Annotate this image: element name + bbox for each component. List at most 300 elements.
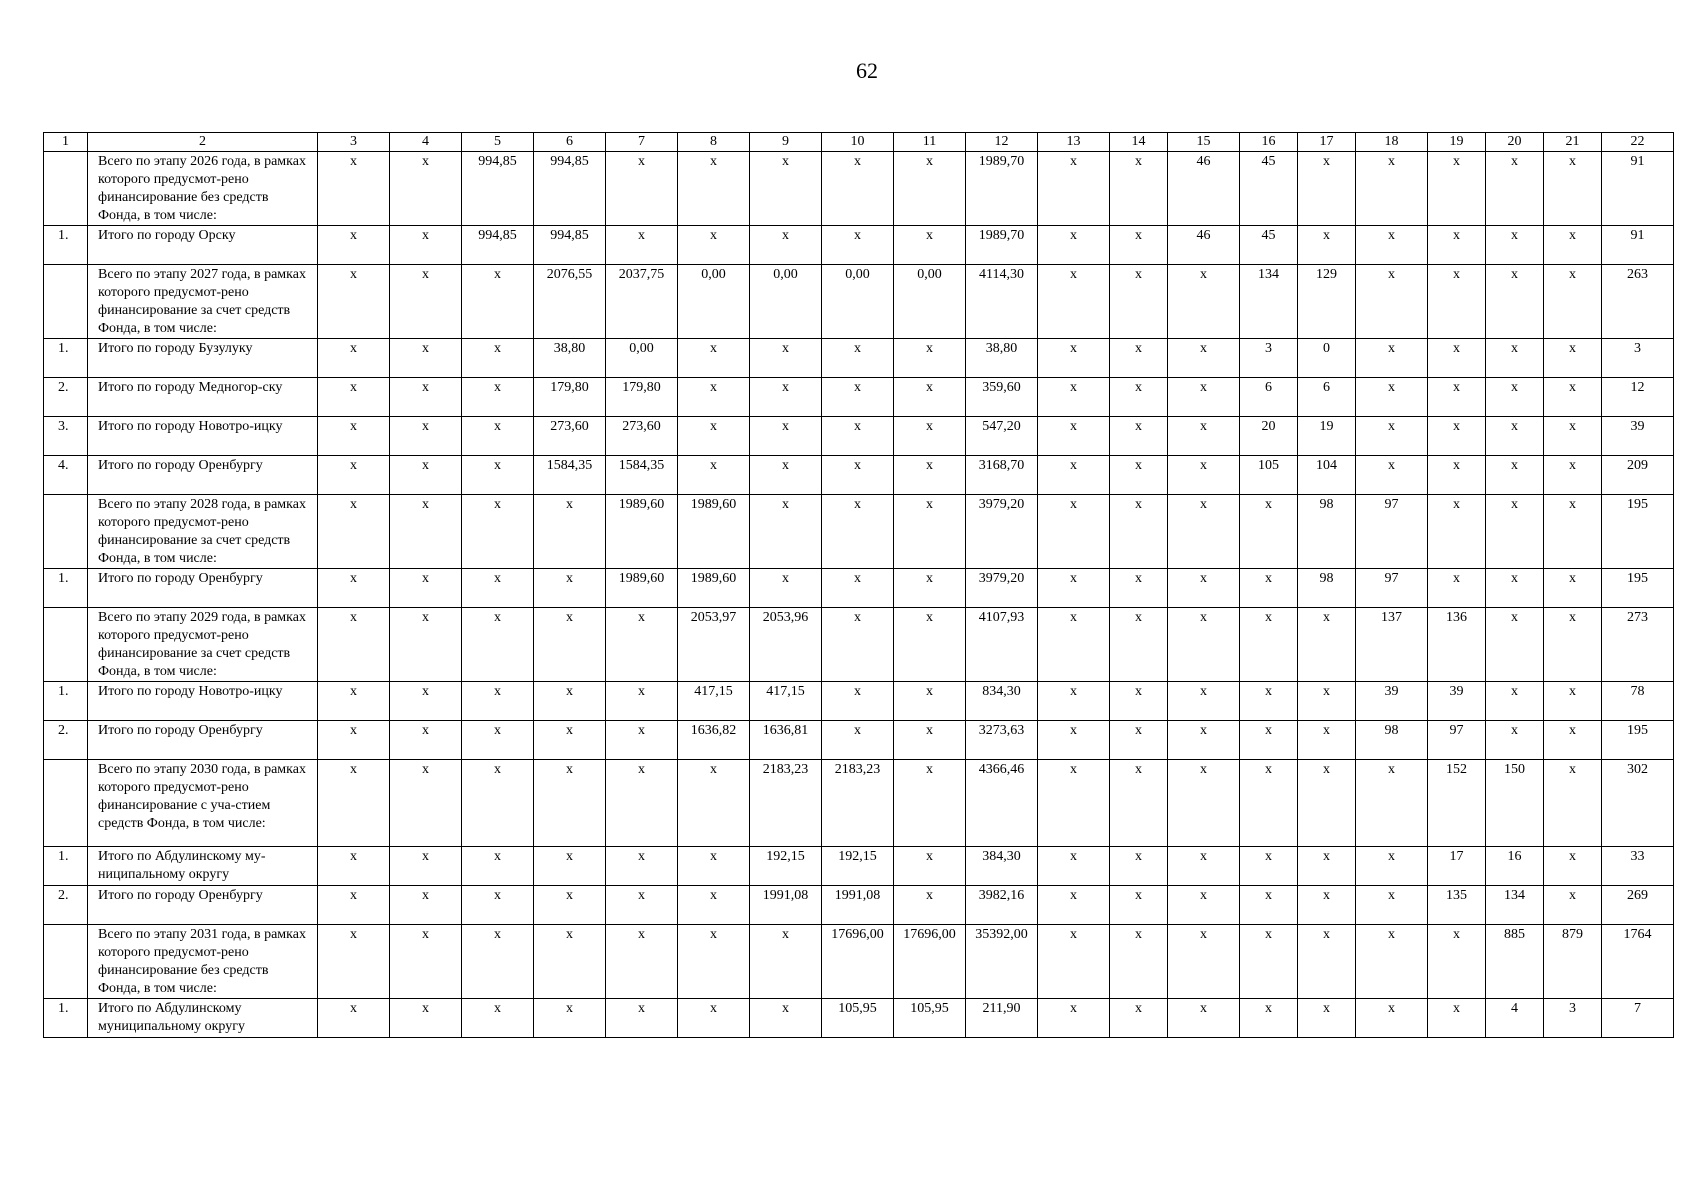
table-cell: x bbox=[1486, 339, 1544, 378]
table-cell: 302 bbox=[1602, 760, 1674, 847]
table-cell: 209 bbox=[1602, 456, 1674, 495]
table-cell: x bbox=[822, 456, 894, 495]
row-label: Итого по Абдулинскому му-ниципальному округу bbox=[88, 847, 318, 886]
table-cell: x bbox=[390, 886, 462, 925]
table-cell: x bbox=[1168, 378, 1240, 417]
table-cell: 269 bbox=[1602, 886, 1674, 925]
table-cell: x bbox=[390, 265, 462, 339]
table-cell: x bbox=[894, 456, 966, 495]
table-cell: x bbox=[1038, 265, 1110, 339]
table-cell: x bbox=[750, 999, 822, 1038]
table-cell: x bbox=[1356, 925, 1428, 999]
table-cell: x bbox=[318, 339, 390, 378]
table-cell: 19 bbox=[1298, 417, 1356, 456]
table-cell: 1989,60 bbox=[606, 495, 678, 569]
table-cell: x bbox=[1168, 569, 1240, 608]
row-number bbox=[44, 265, 88, 339]
table-cell: x bbox=[1544, 417, 1602, 456]
table-cell: 105,95 bbox=[894, 999, 966, 1038]
table-cell: x bbox=[1428, 378, 1486, 417]
row-label: Итого по городу Новотро-ицку bbox=[88, 417, 318, 456]
table-cell: x bbox=[390, 608, 462, 682]
table-cell: x bbox=[318, 925, 390, 999]
table-cell: 1584,35 bbox=[606, 456, 678, 495]
table-cell: 0,00 bbox=[894, 265, 966, 339]
table-cell: x bbox=[1428, 226, 1486, 265]
table-cell: x bbox=[678, 925, 750, 999]
table-cell: 0,00 bbox=[750, 265, 822, 339]
table-cell: x bbox=[894, 417, 966, 456]
table-cell: 195 bbox=[1602, 495, 1674, 569]
column-header: 21 bbox=[1544, 133, 1602, 152]
table-cell: 150 bbox=[1486, 760, 1544, 847]
table-cell: 1764 bbox=[1602, 925, 1674, 999]
table-cell: x bbox=[1298, 721, 1356, 760]
table-cell: 135 bbox=[1428, 886, 1486, 925]
table-cell: x bbox=[462, 999, 534, 1038]
table-row bbox=[44, 378, 1674, 417]
row-number bbox=[44, 608, 88, 682]
table-cell: 211,90 bbox=[966, 999, 1038, 1038]
table-cell: x bbox=[1544, 456, 1602, 495]
table-cell: x bbox=[606, 226, 678, 265]
table-cell: 39 bbox=[1602, 417, 1674, 456]
table-cell: 39 bbox=[1428, 682, 1486, 721]
table-cell: x bbox=[894, 495, 966, 569]
table-cell: x bbox=[534, 495, 606, 569]
table-cell: 1991,08 bbox=[750, 886, 822, 925]
table-cell: x bbox=[1240, 999, 1298, 1038]
table-cell: x bbox=[1428, 569, 1486, 608]
table-cell: x bbox=[318, 999, 390, 1038]
column-header: 19 bbox=[1428, 133, 1486, 152]
table-cell: x bbox=[1428, 456, 1486, 495]
table-cell: 6 bbox=[1298, 378, 1356, 417]
table-cell: 35392,00 bbox=[966, 925, 1038, 999]
column-header: 5 bbox=[462, 133, 534, 152]
table-cell: x bbox=[1110, 760, 1168, 847]
table-cell: x bbox=[318, 760, 390, 847]
table-cell: 33 bbox=[1602, 847, 1674, 886]
table-cell: 273,60 bbox=[534, 417, 606, 456]
table-cell: x bbox=[894, 378, 966, 417]
table-cell: x bbox=[1038, 152, 1110, 226]
table-cell: x bbox=[390, 999, 462, 1038]
table-cell: x bbox=[1038, 682, 1110, 721]
table-cell: 3 bbox=[1240, 339, 1298, 378]
table-cell: x bbox=[678, 456, 750, 495]
table-cell: x bbox=[1544, 265, 1602, 339]
column-header: 13 bbox=[1038, 133, 1110, 152]
row-label: Итого по городу Орску bbox=[88, 226, 318, 265]
table-cell: 134 bbox=[1240, 265, 1298, 339]
table-cell: x bbox=[822, 682, 894, 721]
data-table bbox=[43, 132, 1674, 1038]
table-cell: 17696,00 bbox=[894, 925, 966, 999]
row-label: Итого по городу Медногор-ску bbox=[88, 378, 318, 417]
table-cell: 547,20 bbox=[966, 417, 1038, 456]
table-cell: x bbox=[1038, 999, 1110, 1038]
header-row bbox=[44, 133, 1674, 152]
row-label: Итого по городу Бузулуку bbox=[88, 339, 318, 378]
table-cell: 195 bbox=[1602, 569, 1674, 608]
table-cell: 20 bbox=[1240, 417, 1298, 456]
table-cell: 994,85 bbox=[462, 226, 534, 265]
row-label: Всего по этапу 2028 года, в рамках которого предусмот-рено финансирование за счет средств Фонда, в том числе: bbox=[88, 495, 318, 569]
table-cell: x bbox=[678, 760, 750, 847]
table-cell: x bbox=[462, 682, 534, 721]
row-number: 4. bbox=[44, 456, 88, 495]
table-cell: x bbox=[678, 999, 750, 1038]
table-cell: x bbox=[822, 152, 894, 226]
column-header: 20 bbox=[1486, 133, 1544, 152]
column-header: 16 bbox=[1240, 133, 1298, 152]
table-cell: x bbox=[1240, 495, 1298, 569]
table-cell: x bbox=[318, 265, 390, 339]
row-label: Итого по городу Оренбургу bbox=[88, 721, 318, 760]
table-row bbox=[44, 886, 1674, 925]
table-cell: x bbox=[1356, 760, 1428, 847]
table-cell: 97 bbox=[1428, 721, 1486, 760]
table-cell: x bbox=[1428, 265, 1486, 339]
table-cell: x bbox=[1544, 378, 1602, 417]
table-cell: 98 bbox=[1356, 721, 1428, 760]
table-cell: 129 bbox=[1298, 265, 1356, 339]
table-cell: x bbox=[1038, 569, 1110, 608]
table-cell: x bbox=[1486, 456, 1544, 495]
table-cell: x bbox=[462, 847, 534, 886]
table-cell: 152 bbox=[1428, 760, 1486, 847]
row-label: Всего по этапу 2027 года, в рамках которого предусмот-рено финансирование за счет средств Фонда, в том числе: bbox=[88, 265, 318, 339]
table-cell: x bbox=[894, 760, 966, 847]
table-cell: x bbox=[1298, 886, 1356, 925]
table-cell: 3982,16 bbox=[966, 886, 1038, 925]
table-cell: x bbox=[1240, 721, 1298, 760]
table-cell: x bbox=[606, 925, 678, 999]
table-cell: 2037,75 bbox=[606, 265, 678, 339]
table-cell: x bbox=[534, 569, 606, 608]
table-cell: 38,80 bbox=[534, 339, 606, 378]
table-cell: x bbox=[750, 226, 822, 265]
table-cell: 1636,82 bbox=[678, 721, 750, 760]
table-cell: x bbox=[1486, 152, 1544, 226]
table-cell: x bbox=[1356, 226, 1428, 265]
table-cell: x bbox=[606, 682, 678, 721]
table-cell: x bbox=[606, 608, 678, 682]
table-cell: 3273,63 bbox=[966, 721, 1038, 760]
table-cell: x bbox=[1298, 847, 1356, 886]
table-cell: x bbox=[894, 682, 966, 721]
table-cell: 6 bbox=[1240, 378, 1298, 417]
table-cell: 78 bbox=[1602, 682, 1674, 721]
total-row bbox=[44, 265, 1674, 339]
table-cell: x bbox=[1110, 886, 1168, 925]
table-cell: 2183,23 bbox=[750, 760, 822, 847]
table-cell: x bbox=[1544, 682, 1602, 721]
table-cell: x bbox=[462, 265, 534, 339]
table-cell: x bbox=[1110, 265, 1168, 339]
column-header: 6 bbox=[534, 133, 606, 152]
table-cell: x bbox=[1240, 925, 1298, 999]
table-cell: x bbox=[390, 339, 462, 378]
table-cell: x bbox=[894, 152, 966, 226]
table-cell: x bbox=[822, 495, 894, 569]
table-cell: x bbox=[894, 226, 966, 265]
table-cell: x bbox=[606, 760, 678, 847]
table-cell: 136 bbox=[1428, 608, 1486, 682]
table-cell: x bbox=[1038, 378, 1110, 417]
table-cell: 17 bbox=[1428, 847, 1486, 886]
row-number: 1. bbox=[44, 847, 88, 886]
table-cell: x bbox=[1356, 265, 1428, 339]
table-cell: x bbox=[318, 417, 390, 456]
table-cell: x bbox=[1168, 847, 1240, 886]
table-cell: x bbox=[1110, 339, 1168, 378]
table-cell: 2053,97 bbox=[678, 608, 750, 682]
table-cell: x bbox=[390, 847, 462, 886]
table-row bbox=[44, 226, 1674, 265]
table-cell: x bbox=[1168, 456, 1240, 495]
table-cell: x bbox=[1544, 152, 1602, 226]
column-header: 4 bbox=[390, 133, 462, 152]
table-cell: 195 bbox=[1602, 721, 1674, 760]
row-number: 2. bbox=[44, 721, 88, 760]
table-cell: x bbox=[1168, 495, 1240, 569]
table-cell: x bbox=[462, 495, 534, 569]
table-cell: x bbox=[534, 925, 606, 999]
table-cell: x bbox=[1110, 569, 1168, 608]
table-cell: x bbox=[1298, 152, 1356, 226]
table-cell: x bbox=[1038, 339, 1110, 378]
table-cell: x bbox=[678, 847, 750, 886]
table-cell: x bbox=[894, 608, 966, 682]
table-cell: x bbox=[1038, 886, 1110, 925]
column-header: 15 bbox=[1168, 133, 1240, 152]
table-cell: x bbox=[1240, 608, 1298, 682]
column-header: 22 bbox=[1602, 133, 1674, 152]
table-cell: x bbox=[1110, 721, 1168, 760]
table-cell: x bbox=[822, 608, 894, 682]
table-cell: x bbox=[894, 339, 966, 378]
table-cell: x bbox=[750, 152, 822, 226]
table-cell: 179,80 bbox=[534, 378, 606, 417]
table-cell: x bbox=[318, 721, 390, 760]
row-number: 1. bbox=[44, 569, 88, 608]
table-cell: x bbox=[1168, 265, 1240, 339]
table-cell: x bbox=[1298, 925, 1356, 999]
table-cell: x bbox=[462, 417, 534, 456]
table-cell: x bbox=[1298, 999, 1356, 1038]
table-cell: x bbox=[1038, 608, 1110, 682]
row-label: Итого по городу Оренбургу bbox=[88, 886, 318, 925]
table-cell: x bbox=[1428, 495, 1486, 569]
table-cell: x bbox=[606, 721, 678, 760]
table-cell: x bbox=[1486, 721, 1544, 760]
table-cell: 3979,20 bbox=[966, 569, 1038, 608]
table-cell: x bbox=[1168, 925, 1240, 999]
table-cell: 0 bbox=[1298, 339, 1356, 378]
table-cell: x bbox=[1240, 886, 1298, 925]
table-cell: x bbox=[750, 925, 822, 999]
table-cell: x bbox=[678, 417, 750, 456]
row-number bbox=[44, 152, 88, 226]
table-cell: 3 bbox=[1544, 999, 1602, 1038]
table-cell: 994,85 bbox=[534, 152, 606, 226]
table-cell: x bbox=[1356, 152, 1428, 226]
table-row bbox=[44, 999, 1674, 1038]
table-cell: x bbox=[1038, 226, 1110, 265]
table-cell: x bbox=[1428, 152, 1486, 226]
table-cell: x bbox=[606, 999, 678, 1038]
table-cell: x bbox=[462, 569, 534, 608]
table-cell: 7 bbox=[1602, 999, 1674, 1038]
table-cell: 1989,70 bbox=[966, 226, 1038, 265]
table-cell: 263 bbox=[1602, 265, 1674, 339]
total-row bbox=[44, 760, 1674, 847]
table-cell: x bbox=[678, 226, 750, 265]
table-cell: 879 bbox=[1544, 925, 1602, 999]
table-cell: x bbox=[1110, 417, 1168, 456]
table-cell: x bbox=[390, 378, 462, 417]
table-cell: 192,15 bbox=[750, 847, 822, 886]
table-cell: 3168,70 bbox=[966, 456, 1038, 495]
table-cell: x bbox=[1110, 456, 1168, 495]
table-cell: x bbox=[1240, 847, 1298, 886]
table-row bbox=[44, 339, 1674, 378]
table-cell: x bbox=[1356, 456, 1428, 495]
table-cell: 104 bbox=[1298, 456, 1356, 495]
table-cell: x bbox=[1356, 378, 1428, 417]
table-cell: x bbox=[750, 417, 822, 456]
row-number: 1. bbox=[44, 226, 88, 265]
table-cell: x bbox=[1168, 682, 1240, 721]
table-cell: 1636,81 bbox=[750, 721, 822, 760]
table-cell: x bbox=[462, 760, 534, 847]
table-cell: x bbox=[894, 886, 966, 925]
table-cell: x bbox=[1544, 721, 1602, 760]
table-cell: 4114,30 bbox=[966, 265, 1038, 339]
table-cell: x bbox=[1168, 999, 1240, 1038]
row-number bbox=[44, 495, 88, 569]
table-cell: x bbox=[318, 569, 390, 608]
column-header: 7 bbox=[606, 133, 678, 152]
table-cell: x bbox=[1486, 608, 1544, 682]
table-cell: x bbox=[1356, 339, 1428, 378]
table-cell: 17696,00 bbox=[822, 925, 894, 999]
table-cell: 45 bbox=[1240, 152, 1298, 226]
table-cell: 46 bbox=[1168, 152, 1240, 226]
table-cell: 45 bbox=[1240, 226, 1298, 265]
table-cell: x bbox=[1544, 847, 1602, 886]
table-cell: x bbox=[534, 999, 606, 1038]
row-number: 1. bbox=[44, 339, 88, 378]
table-cell: x bbox=[606, 152, 678, 226]
table-cell: x bbox=[822, 378, 894, 417]
table-cell: x bbox=[894, 721, 966, 760]
table-cell: x bbox=[318, 456, 390, 495]
table-cell: 16 bbox=[1486, 847, 1544, 886]
table-cell: x bbox=[1486, 378, 1544, 417]
table-cell: x bbox=[390, 760, 462, 847]
table-row bbox=[44, 847, 1674, 886]
table-cell: x bbox=[318, 608, 390, 682]
table-cell: x bbox=[1038, 417, 1110, 456]
table-cell: x bbox=[318, 152, 390, 226]
table-cell: x bbox=[1544, 339, 1602, 378]
column-header: 1 bbox=[44, 133, 88, 152]
table-cell: 417,15 bbox=[750, 682, 822, 721]
table-cell: x bbox=[534, 847, 606, 886]
table-cell: x bbox=[1110, 152, 1168, 226]
table-cell: 273 bbox=[1602, 608, 1674, 682]
row-number: 1. bbox=[44, 682, 88, 721]
table-cell: 98 bbox=[1298, 495, 1356, 569]
table-cell: x bbox=[822, 226, 894, 265]
column-header: 10 bbox=[822, 133, 894, 152]
row-number bbox=[44, 760, 88, 847]
table-cell: 1991,08 bbox=[822, 886, 894, 925]
table-cell: 2076,55 bbox=[534, 265, 606, 339]
table-cell: x bbox=[1486, 417, 1544, 456]
table-cell: x bbox=[1544, 760, 1602, 847]
table-cell: x bbox=[822, 721, 894, 760]
table-cell: 885 bbox=[1486, 925, 1544, 999]
table-cell: x bbox=[894, 569, 966, 608]
table-cell: x bbox=[1168, 760, 1240, 847]
table-cell: x bbox=[390, 417, 462, 456]
row-label: Всего по этапу 2031 года, в рамках которого предусмот-рено финансирование без средств Фонда, в том числе: bbox=[88, 925, 318, 999]
table-row bbox=[44, 721, 1674, 760]
column-header: 18 bbox=[1356, 133, 1428, 152]
table-cell: x bbox=[1038, 495, 1110, 569]
table-body bbox=[44, 133, 1674, 1038]
table-cell: x bbox=[822, 569, 894, 608]
row-label: Итого по Абдулинскому муниципальному округу bbox=[88, 999, 318, 1038]
table-cell: x bbox=[1110, 226, 1168, 265]
table-cell: x bbox=[1544, 608, 1602, 682]
table-cell: 137 bbox=[1356, 608, 1428, 682]
table-cell: 384,30 bbox=[966, 847, 1038, 886]
table-cell: x bbox=[750, 569, 822, 608]
column-header: 12 bbox=[966, 133, 1038, 152]
table-cell: x bbox=[1356, 847, 1428, 886]
table-cell: 417,15 bbox=[678, 682, 750, 721]
row-number: 2. bbox=[44, 886, 88, 925]
table-cell: 4366,46 bbox=[966, 760, 1038, 847]
column-header: 11 bbox=[894, 133, 966, 152]
table-row bbox=[44, 417, 1674, 456]
row-label: Всего по этапу 2030 года, в рамках которого предусмот-рено финансирование с уча-стием средств Фонда, в том числе: bbox=[88, 760, 318, 847]
table-cell: x bbox=[390, 226, 462, 265]
table-cell: x bbox=[1356, 999, 1428, 1038]
table-cell: x bbox=[390, 569, 462, 608]
row-number: 2. bbox=[44, 378, 88, 417]
table-cell: x bbox=[1298, 682, 1356, 721]
table-cell: 1989,60 bbox=[678, 495, 750, 569]
table-cell: x bbox=[1110, 999, 1168, 1038]
table-cell: x bbox=[1110, 847, 1168, 886]
table-cell: 97 bbox=[1356, 495, 1428, 569]
table-cell: 359,60 bbox=[966, 378, 1038, 417]
table-cell: 2183,23 bbox=[822, 760, 894, 847]
total-row bbox=[44, 608, 1674, 682]
table-cell: x bbox=[1168, 339, 1240, 378]
column-header: 3 bbox=[318, 133, 390, 152]
table-cell: x bbox=[1428, 925, 1486, 999]
row-label: Итого по городу Оренбургу bbox=[88, 569, 318, 608]
table-cell: 0,00 bbox=[606, 339, 678, 378]
table-cell: x bbox=[534, 760, 606, 847]
